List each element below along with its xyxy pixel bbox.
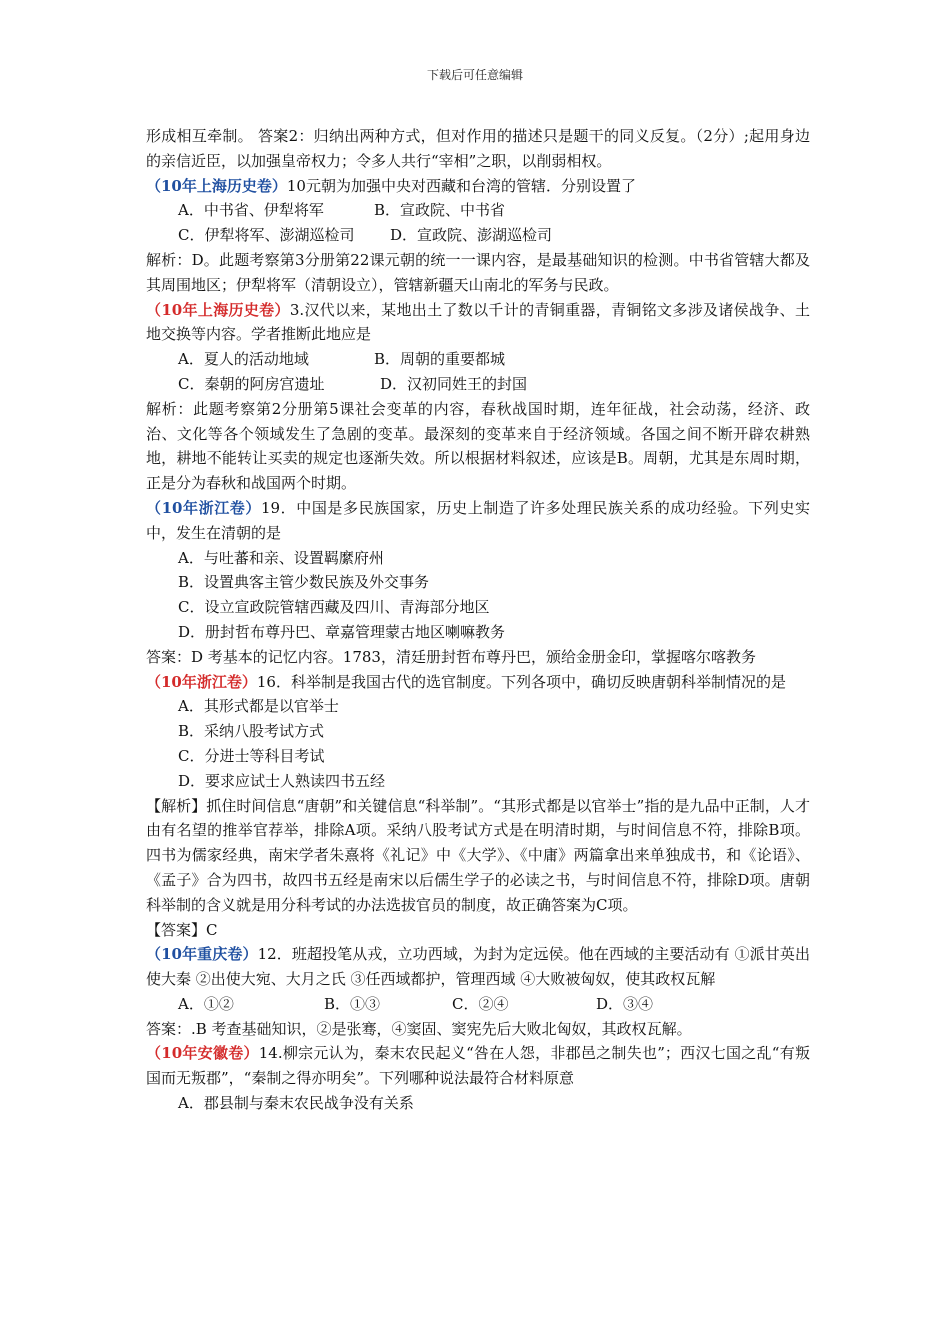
question-text: 16．科举制是我国古代的选官制度。下列各项中，确切反映唐朝科举制情况的是: [256, 672, 786, 691]
option: D．册封哲布尊丹巴、章嘉管理蒙古地区喇嘛教务: [178, 622, 506, 641]
option: C．秦朝的阿房宫遗址: [178, 374, 325, 393]
option-row: [146, 347, 810, 372]
option: A．其形式都是以官举士: [178, 697, 339, 716]
question-text: 3.汉代以来，某地出土了数以千计的青铜重器，青铜铭文多涉及诸侯战争、土地交换等内容。学者推断此地应是: [146, 300, 810, 344]
question: [146, 1041, 810, 1091]
option: A．与吐蕃和亲、设置羁縻府州: [178, 548, 384, 567]
question-source-tag: （10年浙江卷）: [146, 672, 257, 691]
option: A．郡县制与秦末农民战争没有关系: [178, 1094, 414, 1113]
option: D．③④: [596, 994, 654, 1013]
option-row: [146, 372, 810, 397]
answer-line: 【答案】C: [146, 920, 218, 939]
paragraph: 【解析】抓住时间信息“唐朝”和关键信息“科举制”。“其形式都是以官举士”指的是九品中正制，人才由有名望的推举官荐举，排除A项。采纳八股考试方式是在明清时期，与时间信息不符，排除B项。四书为儒家经典，南宋学者朱熹将《礼记》中《大学》、《中庸》两篇拿出来单独成书，和《论语》、《孟子》合为四书，故四书五经是南宋以后儒生学子的必读之书，与时间信息不符，排除D项。唐朝科举制的含义就是用分科考试的办法选拔官员的制度，故正确答案为C项。: [146, 796, 810, 914]
option: D．汉初同姓王的封国: [380, 374, 528, 393]
question-source-tag: （10年上海历史卷）: [146, 176, 287, 195]
question-text: 10元朝为加强中央对西藏和台湾的管辖．分别设置了: [286, 176, 636, 195]
option: B．采纳八股考试方式: [178, 722, 325, 741]
question: [146, 670, 810, 695]
question: [146, 496, 810, 546]
option: A．中书省、伊犁将军: [178, 201, 324, 220]
question: [146, 298, 810, 348]
question: [146, 942, 810, 992]
question-text: 12．班超投笔从戎，立功西域，为封为定远侯。他在西域的主要活动有 ①派甘英出使大秦 ②出使大宛、大月之氏 ③任西域都护，管理西域 ④大败被匈奴，使其政权瓦解: [146, 945, 811, 989]
option-row: [146, 223, 810, 248]
paragraph: 答案：D 考基本的记忆内容。1783，清廷册封哲布尊丹巴，颁给金册金印，掌握喀尔喀教务: [146, 647, 756, 666]
page-header: 下载后可任意编辑: [426, 68, 523, 82]
question-source-tag: （10年安徽卷）: [146, 1044, 259, 1063]
option: A．①②: [178, 994, 234, 1013]
question-source-tag: （10年浙江卷）: [146, 498, 261, 517]
option-row: [146, 992, 810, 1017]
option: C．伊犁将军、澎湖巡检司: [178, 226, 355, 245]
document-body: [146, 124, 810, 1116]
question-text: 19．中国是多民族国家，历史上制造了许多处理民族关系的成功经验。下列史实中，发生在清朝的是: [146, 498, 811, 542]
option: D．宣政院、澎湖巡检司: [390, 226, 553, 245]
option: B．①③: [324, 994, 381, 1013]
option: B．周朝的重要都城: [374, 350, 506, 369]
option: B．宣政院、中书省: [374, 201, 506, 220]
question-source-tag: （10年上海历史卷）: [146, 300, 290, 319]
option: A．夏人的活动地域: [178, 350, 309, 369]
paragraph: 形成相互牵制。 答案2：归纳出两种方式，但对作用的描述只是题干的同义反复。（2分）;起用身边的亲信近臣，以加强皇帝权力；令多人共行“宰相”之职，以削弱相权。: [146, 127, 810, 170]
option: C．分进士等科目考试: [178, 746, 325, 765]
question-source-tag: （10年重庆卷）: [146, 945, 258, 964]
question: [146, 174, 810, 199]
paragraph: 答案：.B 考查基础知识，②是张骞，④窦固、窦宪先后大败北匈奴，其政权瓦解。: [146, 1019, 692, 1038]
paragraph: 解析：D。此题考察第3分册第22课元朝的统一一课内容，是最基础知识的检测。中书省管辖大都及其周围地区；伊犁将军（清朝设立），管辖新疆天山南北的军务与民政。: [146, 250, 810, 294]
question-text: 14.柳宗元认为，秦末农民起义“咎在人怨，非郡邑之制失也”；西汉七国之乱“有叛国而无叛郡”，“秦制之得亦明矣”。下列哪种说法最符合材料原意: [146, 1044, 810, 1088]
option: B．设置典客主管少数民族及外交事务: [178, 573, 430, 592]
option: D．要求应试士人熟读四书五经: [178, 771, 386, 790]
option: C．②④: [452, 994, 509, 1013]
paragraph: 解析：此题考察第2分册第5课社会变革的内容，春秋战国时期，连年征战，社会动荡，经济、政治、文化等各个领域发生了急剧的变革。最深刻的变革来自于经济领域。各国之间不断开辟农耕熟地，耕地不能转让买卖的规定也逐渐失效。所以根据材料叙述，应该是B。周朝，尤其是东周时期，正是分为春秋和战国两个时期。: [146, 399, 810, 493]
option-row: [146, 198, 810, 223]
option: C．设立宣政院管辖西藏及四川、青海部分地区: [178, 598, 490, 617]
